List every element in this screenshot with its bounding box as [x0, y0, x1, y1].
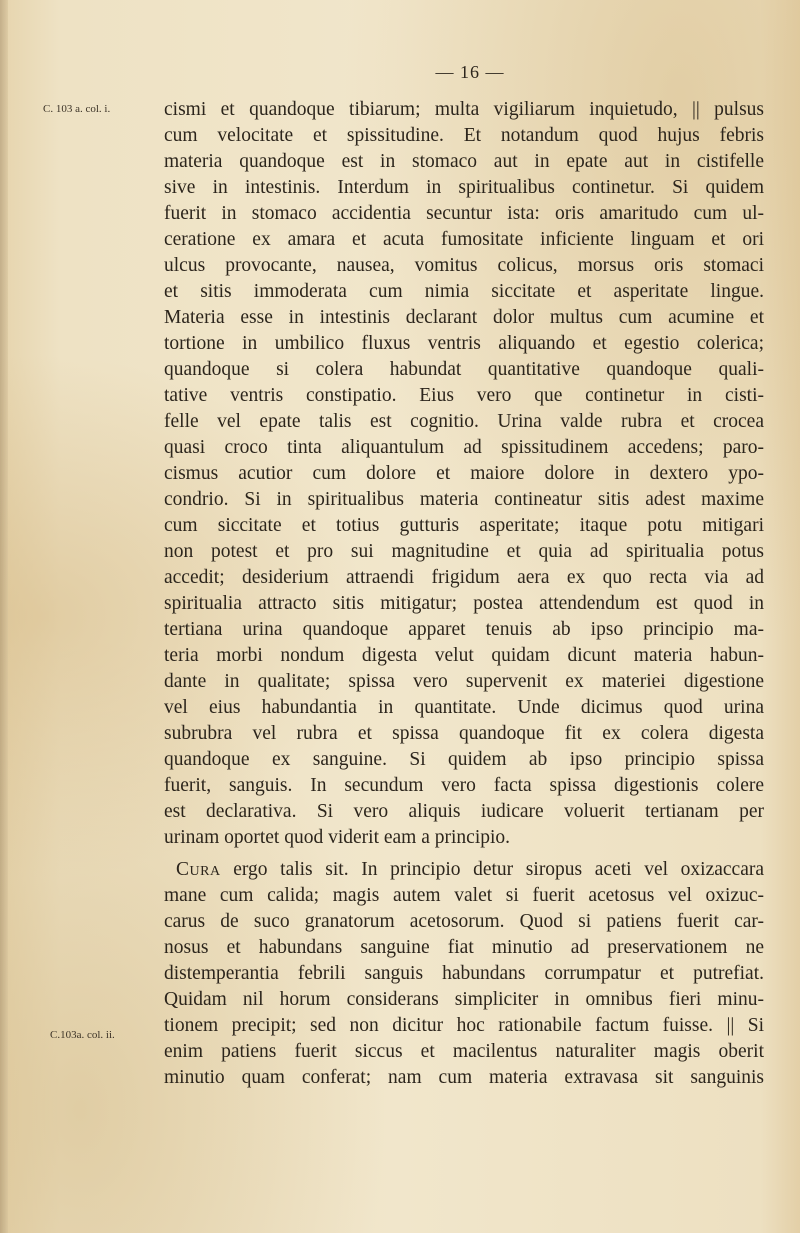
- text-line: tertiana urina quandoque apparet tenuis ab ipso principio ma-: [164, 619, 764, 640]
- text-line: ceratione ex amara et acuta fumositate inficiente linguam et ori: [164, 229, 764, 250]
- text-line: vel eius habundantia in quantitate. Unde dicimus quod urina: [164, 697, 764, 718]
- text-line: quandoque si colera habundat quantitative quandoque quali-: [164, 359, 764, 380]
- text-line: quandoque ex sanguine. Si quidem ab ipso principio spissa: [164, 749, 764, 770]
- text-line: non potest et pro sui magnitudine et quia ad spiritualia potus: [164, 541, 764, 562]
- text-line: Quidam nil horum considerans simpliciter in omnibus fieri minu-: [164, 989, 764, 1010]
- text-line: est declarativa. Si vero aliquis iudicare voluerit tertianam per: [164, 801, 764, 822]
- text-line: cismi et quandoque tibiarum; multa vigiliarum inquietudo, || pulsus: [164, 99, 764, 120]
- page-edge: [0, 0, 8, 1233]
- text-line: fuerit, sanguis. In secundum vero facta spissa digestionis colere: [164, 775, 764, 796]
- page-number: — 16 —: [435, 62, 505, 82]
- text-line: minutio quam conferat; nam cum materia extravasa sit sanguinis: [164, 1067, 764, 1088]
- text-line: dante in qualitate; spissa vero supervenit ex materiei digestione: [164, 671, 764, 692]
- text-line: urinam oportet quod viderit eam a principio.: [164, 827, 511, 848]
- text-line: spiritualia attracto sitis mitigatur; postea attendendum est quod in: [164, 593, 764, 614]
- text-line: distemperantia febrili sanguis habundans corrumpatur et putrefiat.: [164, 963, 764, 984]
- text-line: et sitis immoderata cum nimia siccitate et asperitate lingue.: [164, 281, 764, 302]
- text-line: cismus acutior cum dolore et maiore dolore in dextero ypo-: [164, 463, 764, 484]
- text-line: mane cum calida; magis autem valet si fuerit acetosus vel oxizuc-: [164, 885, 764, 906]
- text-line: fuerit in stomaco accidentia secuntur ista: oris amaritudo cum ul-: [164, 203, 764, 224]
- text-line-cura: [176, 857, 764, 883]
- margin-note-col-2: C.103a. col. ii.: [50, 1029, 115, 1041]
- text-line: sive in intestinis. Interdum in spiritualibus continetur. Si quidem: [164, 177, 764, 198]
- text-line: cum siccitate et totius gutturis asperitate; itaque potu mitigari: [164, 515, 764, 536]
- text-line: condrio. Si in spiritualibus materia contineatur sitis adest maxime: [164, 489, 764, 510]
- text-line: materia quandoque est in stomaco aut in epate aut in cistifelle: [164, 151, 764, 172]
- text-line: ulcus provocante, nausea, vomitus colicus, morsus oris stomaci: [164, 255, 764, 276]
- text-line: Materia esse in intestinis declarant dolor multus cum acumine et: [164, 307, 764, 328]
- text-line: enim patiens fuerit siccus et macilentus naturaliter magis oberit: [164, 1041, 764, 1062]
- text-line: felle vel epate talis est cognitio. Urina valde rubra et crocea: [164, 411, 764, 432]
- text-line: teria morbi nondum digesta velut quidam dicunt materia habun-: [164, 645, 764, 666]
- text-line: tortione in umbilico fluxus ventris aliquando et egestio colerica;: [164, 333, 764, 354]
- text-line: nosus et habundans sanguine fiat minutio ad preservationem ne: [164, 937, 764, 958]
- text-line: tionem precipit; sed non dicitur hoc rationabile factum fuisse. || Si: [164, 1015, 764, 1036]
- text-line: cum velocitate et spissitudine. Et notandum quod hujus febris: [164, 125, 764, 146]
- text-line: accedit; desiderium attraendi frigidum aera ex quo recta via ad: [164, 567, 764, 588]
- text-line: subrubra vel rubra et spissa quandoque fit ex colera digesta: [164, 723, 764, 744]
- text-line-cura-rest: ergo talis sit. In principio detur siropus aceti vel oxizaccara: [233, 859, 765, 880]
- cura-heading: Cura: [176, 859, 221, 880]
- margin-note-col-1: C. 103 a. col. i.: [43, 103, 111, 115]
- text-line: quasi croco tinta aliquantulum ad spissitudinem accedens; paro-: [164, 437, 764, 458]
- text-line: tative ventris constipatio. Eius vero que continetur in cisti-: [164, 385, 764, 406]
- text-line: carus de suco granatorum acetosorum. Quod si patiens fuerit car-: [164, 911, 764, 932]
